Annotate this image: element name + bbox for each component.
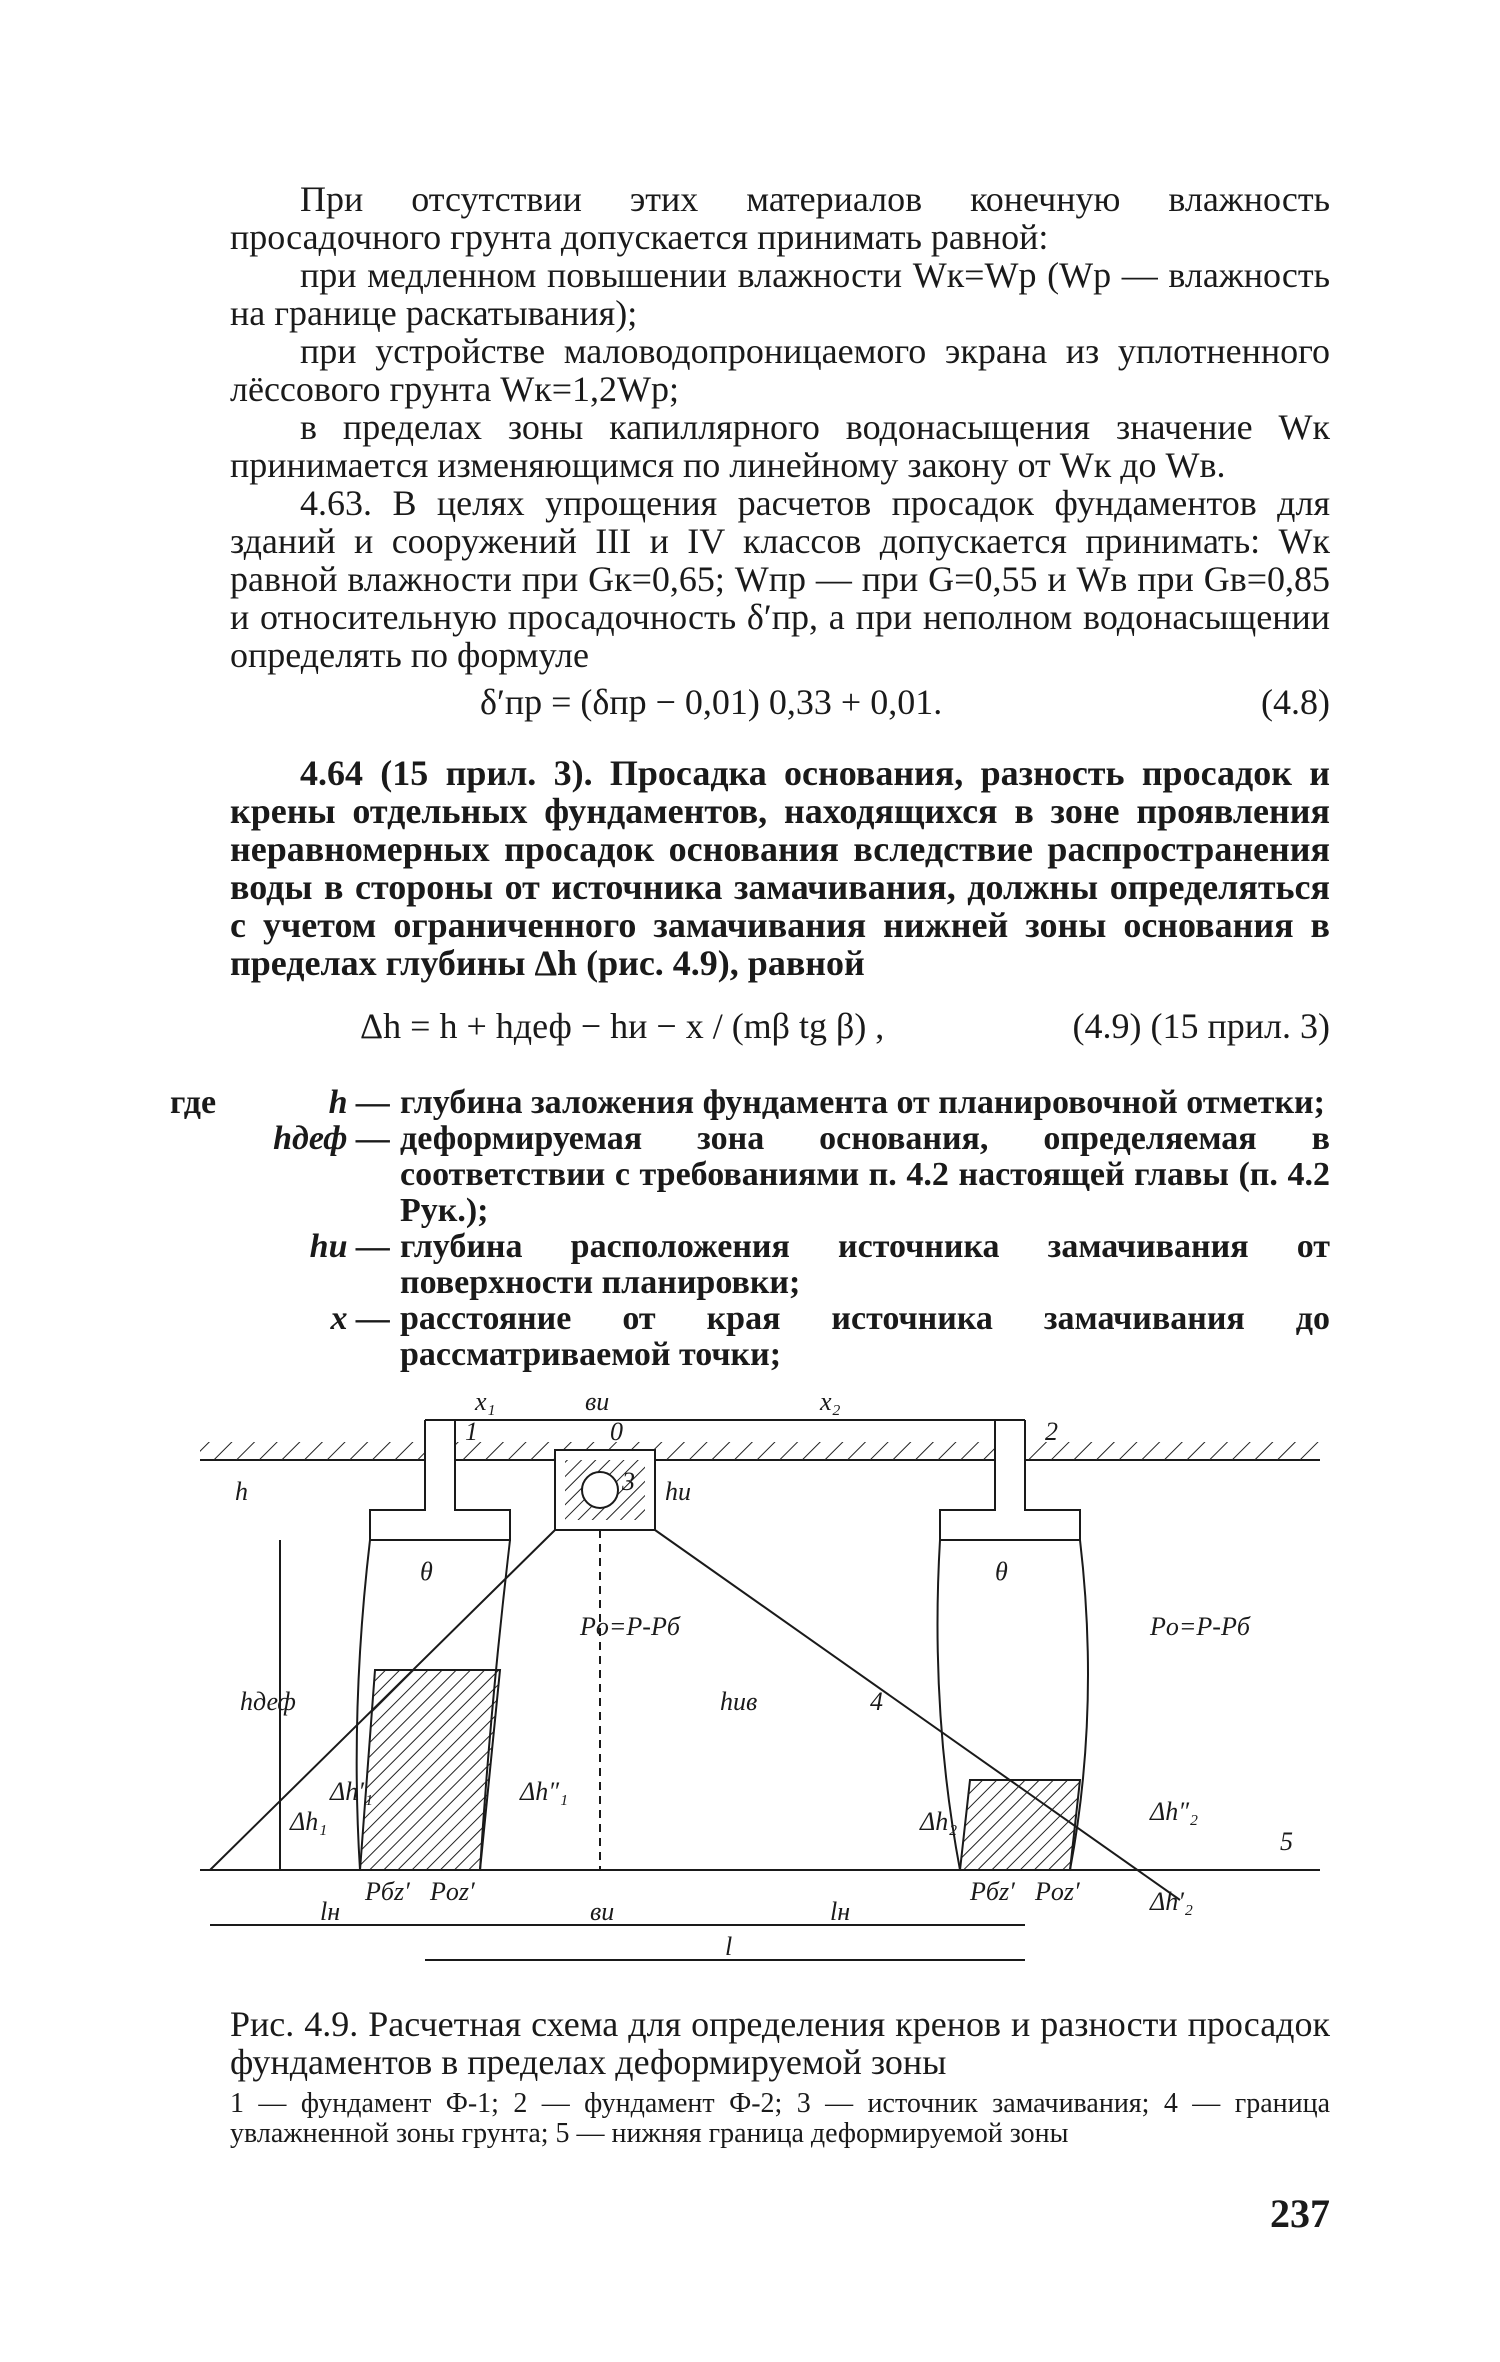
label-bu-top: вu — [585, 1387, 610, 1416]
figure-caption-legend: 1 — фундамент Ф-1; 2 — фундамент Ф-2; 3 — источник замачивания; 4 — граница увлажненной зоны грунта; 5 — нижняя граница деформируемой зоны — [230, 2088, 1330, 2149]
paragraph-4-64: 4.64 (15 прил. 3). Просадка основания, разность просадок и крены отдельных фундаментов, находящихся в зоне проявления неравномерных просадок основания вследствие распространения воды в стороны от источника замачивания, должны определяться с учетом ограниченного замачивания нижней зоны основания в пределах глубины Δh (рис. 4.9), равной — [230, 753, 1330, 983]
label-poz-1: Poz′ — [430, 1877, 475, 1906]
figure-4-9-diagram — [180, 1380, 1340, 1980]
definition-symbol: hдеф — — [273, 1120, 390, 1157]
label-poz-2: Poz′ — [1035, 1877, 1080, 1906]
label-pbz-1: Pбz′ — [365, 1877, 410, 1906]
definition-text: глубина заложения фундамента от планировочной отметки; — [400, 1084, 1325, 1121]
formula-4-9-expression: Δh = h + hдеф − hи − x / (mβ tg β) , — [360, 1006, 885, 1046]
label-ln-1: lн — [320, 1897, 341, 1926]
paragraph-1: При отсутствии этих материалов конечную влажность просадочного грунта допускается принимать равной: — [230, 179, 1330, 257]
definition-row — [170, 1121, 1330, 1229]
paragraph-2: при медленном повышении влажности Wк=Wр (Wр — влажность на границе раскатывания); — [230, 255, 1330, 333]
label-po-2: Po=P-Pб — [1150, 1612, 1250, 1641]
definitions-list — [170, 1085, 1330, 1373]
figure-caption-title: Рис. 4.9. Расчетная схема для определения кренов и разности просадок фундаментов в пределах деформируемой зоны — [230, 2004, 1330, 2082]
label-hu: hu — [665, 1477, 691, 1506]
label-dh1p: Δh′₁ — [330, 1777, 373, 1806]
label-h: h — [235, 1477, 248, 1506]
definition-text: расстояние от края источника замачивания до рассматриваемой точки; — [400, 1300, 1330, 1373]
paragraph-4: в пределах зоны капиллярного водонасыщения значение Wк принимается изменяющимся по линейному закону от Wк до Wв. — [230, 407, 1330, 485]
foundation-1 — [370, 1420, 510, 1540]
definition-text: глубина расположения источника замачивания от поверхности планировки; — [400, 1228, 1330, 1301]
label-5: 5 — [1280, 1827, 1293, 1856]
ground-hatch — [200, 1442, 1320, 1460]
label-x2: x₂ — [820, 1387, 841, 1416]
formula-4-8-number: (4.8) — [1261, 682, 1330, 722]
label-theta-2: θ — [995, 1557, 1008, 1586]
paragraph-4-63: 4.63. В целях упрощения расчетов просадок фундаментов для зданий и сооружений III и IV классов допускается принимать: Wк равной влажности при Gк=0,65; Wпр — при G=0,55 и Wв при Gв=0,85 и относительную просадочность δ′пр, а при неполном водонасыщении определять по формуле — [230, 483, 1330, 675]
body-text-section-4-64 — [230, 754, 1330, 982]
paragraph-3: при устройстве маловодопроницаемого экрана из уплотненного лёссового грунта Wк=1,2Wр; — [230, 331, 1330, 409]
label-theta-1: θ — [420, 1557, 433, 1586]
label-dh2: Δh₂ — [920, 1807, 958, 1836]
foundation-2 — [940, 1420, 1080, 1540]
label-bu-bottom: вu — [590, 1897, 615, 1926]
label-1: 1 — [465, 1417, 478, 1446]
definition-symbol: h — — [328, 1084, 390, 1121]
label-4: 4 — [870, 1687, 883, 1716]
definition-symbol: hи — — [309, 1228, 390, 1265]
label-dh2p: Δh′₂ — [1150, 1887, 1193, 1916]
label-2: 2 — [1045, 1417, 1058, 1446]
formula-4-9-number: (4.9) (15 прил. 3) — [1072, 1006, 1330, 1046]
label-zero: 0 — [610, 1417, 623, 1446]
body-text-top — [230, 180, 1330, 674]
label-l: l — [725, 1932, 733, 1961]
definition-lead: где — [170, 1084, 217, 1121]
label-pbz-2: Pбz′ — [970, 1877, 1015, 1906]
definition-row — [170, 1085, 1330, 1121]
settlement-zone-1 — [360, 1670, 500, 1870]
label-dh1pp: Δh″₁ — [520, 1777, 569, 1806]
definition-row — [170, 1301, 1330, 1373]
page-number: 237 — [1270, 2191, 1330, 2236]
label-po-1: Po=P-Pб — [580, 1612, 680, 1641]
label-hdef: hдеф — [240, 1687, 296, 1716]
definition-text: деформируемая зона основания, определяемая в соответствии с требованиями п. 4.2 настоящей главы (п. 4.2 Рук.); — [400, 1120, 1330, 1229]
label-x1: x₁ — [475, 1387, 496, 1416]
formula-4-8 — [230, 676, 1330, 728]
formula-4-8-expression: δ′пр = (δпр − 0,01) 0,33 + 0,01. — [480, 682, 943, 722]
settlement-zone-2 — [960, 1780, 1080, 1870]
wetting-source-pipe — [582, 1472, 618, 1508]
definition-lead — [170, 1121, 240, 1229]
definition-symbol: x — — [330, 1300, 390, 1337]
definition-lead — [170, 1301, 240, 1373]
label-ln-2: lн — [830, 1897, 851, 1926]
figure-caption — [230, 2005, 1330, 2149]
label-dh2pp: Δh″₂ — [1150, 1797, 1199, 1826]
label-hub: huв — [720, 1687, 758, 1716]
definition-row — [170, 1229, 1330, 1301]
formula-4-9 — [230, 1000, 1330, 1052]
label-3: 3 — [622, 1467, 635, 1496]
label-dh1: Δh₁ — [290, 1807, 328, 1836]
definition-lead — [170, 1229, 240, 1301]
